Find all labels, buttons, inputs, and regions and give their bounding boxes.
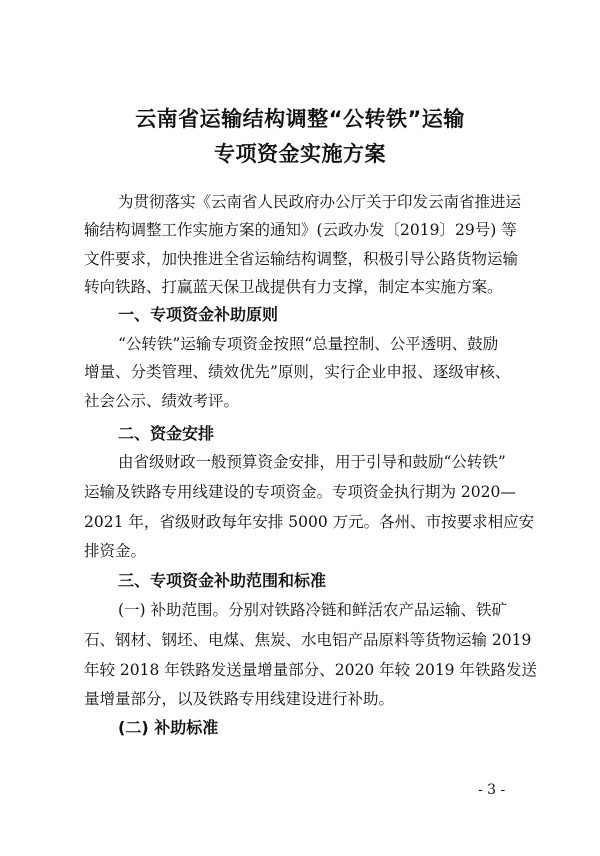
paragraph-1-line-1: 为贯彻落实《云南省人民政府办公厅关于印发云南省推进运 (118, 193, 522, 211)
paragraph-3-line-2: 运输及铁路专用线建设的专项资金。专项资金执行期为 2020— (84, 483, 516, 501)
paragraph-4-line-1: (一) 补助范围。分别对铁路冷链和鲜活农产品运输、铁矿 (118, 601, 508, 619)
paragraph-1-line-3: 文件要求，加快推进全省运输结构调整，积极引导公路货物运输 (84, 250, 519, 268)
document-title-line-1: 云南省运输结构调整“公转铁”运输 (135, 107, 465, 131)
paragraph-1-line-4: 转向铁路、打赢蓝天保卫战提供有力支撑，制定本实施方案。 (84, 278, 503, 296)
paragraph-3-line-3: 2021 年，省级财政每年安排 5000 万元。各州、市按要求相应安 (84, 513, 535, 531)
paragraph-4-line-3: 年较 2018 年铁路发送量增量部分、2020 年较 2019 年铁路发送 (84, 661, 537, 679)
document-title-line-2: 专项资金实施方案 (214, 142, 386, 166)
paragraph-4-line-4: 量增量部分，以及铁路专用线建设进行补助。 (84, 690, 395, 708)
paragraph-3-line-4: 排资金。 (84, 542, 147, 560)
page-number: - 3 - (478, 782, 506, 798)
paragraph-2-line-1: “公转铁”运输专项资金按照“总量控制、公平透明、鼓励 (118, 335, 499, 353)
paragraph-2-line-3: 社会公示、绩效考评。 (84, 392, 240, 410)
section-heading-3: 三、专项资金补助范围和标准 (118, 571, 327, 590)
paragraph-2-line-2: 增量、分类管理、绩效优先”原则，实行企业申报、逐级审核、 (84, 363, 511, 381)
subsection-heading: (二) 补助标准 (118, 718, 219, 737)
paragraph-4-line-2: 石、钢材、钢坯、电煤、焦炭、水电铝产品原料等货物运输 2019 (84, 631, 532, 649)
section-heading-2: 二、资金安排 (118, 424, 215, 443)
paragraph-3-line-1: 由省级财政一般预算资金安排，用于引导和鼓励“公转铁” (118, 453, 506, 471)
paragraph-1-line-2: 输结构调整工作实施方案的通知》(云政办发〔2019〕29号) 等 (84, 221, 517, 239)
section-heading-1: 一、专项资金补助原则 (118, 305, 279, 324)
